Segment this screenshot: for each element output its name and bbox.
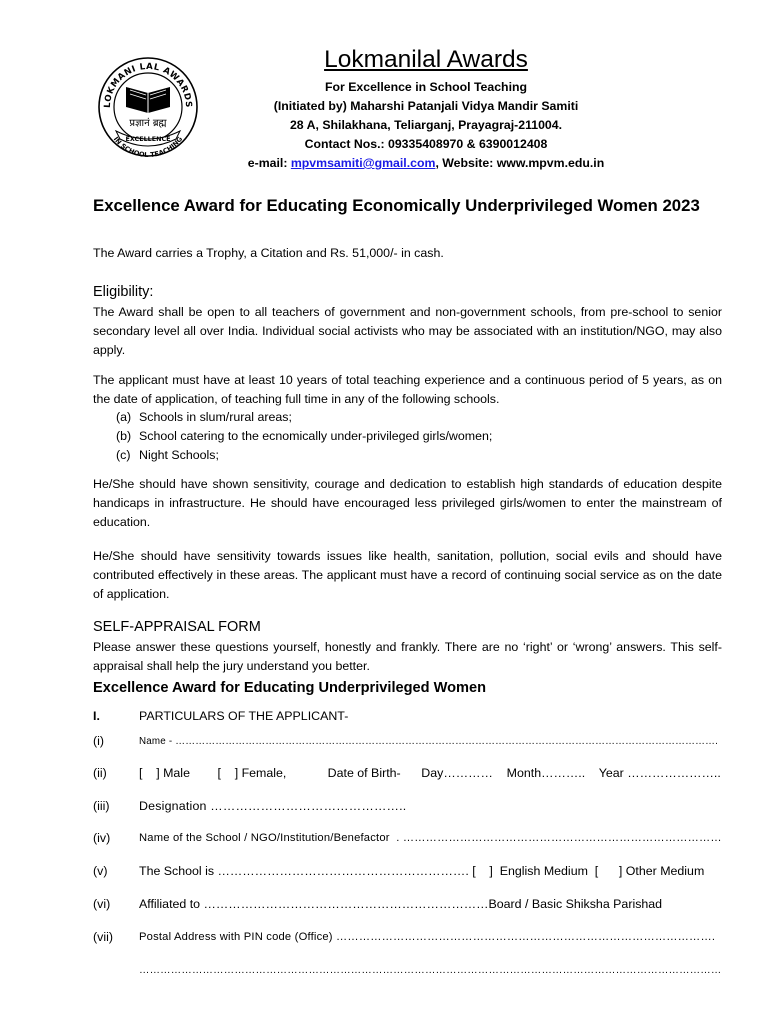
header-contact: Contact Nos.: 09335408970 & 6390012408 [304,137,548,151]
header-tagline: For Excellence in School Teaching [324,80,528,94]
eligibility-para-3: He/She should have shown sensitivity, courage and dedication to establish high standards of education despite handicaps in infrastructure. He should have encouraged less privileged girls/women to enter the mainstream of education. [93,477,722,529]
designation-field[interactable]: Designation ……………………………………….. [139,799,407,813]
form-row-name[interactable]: (i) Name - ………………………………………………………………………………………………………………………………………………. [93,732,722,751]
letterhead [200,44,652,173]
postal-address-field[interactable]: Postal Address with PIN code (Office) ………………………………………………………………………………………. [139,931,716,943]
list-item: (a) Schools in slum/rural areas; [116,410,292,424]
header-address: 28 A, Shilakhana, Teliarganj, Prayagraj-211004. [289,118,563,132]
eligibility-para-2: The applicant must have at least 10 years of total teaching experience and a continuous period of 5 years, as on the date of application, of teaching full time in any of the following schools. [93,373,722,406]
form-row-postal-address[interactable]: (vii) Postal Address with PIN code (Office) ………………………………………………………………………………………. [93,928,722,947]
header-email-line [200,154,652,173]
section-label: PARTICULARS OF THE APPLICANT- [139,709,349,723]
logo-bottom-text: IN SCHOOL TEACHING [111,135,185,159]
email-link[interactable]: mpvmsamiti@gmail.com [290,156,436,170]
self-appraisal-intro: Please answer these questions yourself, honestly and frankly. There are no ‘right’ or ‘wrong’ answers. This self-appraisal shall help the jury understand you better. [93,640,722,673]
eligibility-heading: Eligibility: [93,284,154,300]
eligibility-para-4: He/She should have sensitivity towards issues like health, sanitation, pollution, social evils and should have contributed effectively in these areas. The applicant must have a record of continuing social service as on the date of application. [93,549,722,601]
award-carries: The Award carries a Trophy, a Citation and Rs. 51,000/- in cash. [93,246,444,260]
eligibility-para-1: The Award shall be open to all teachers of government and non-government schools, from pre-school to senior secondary level all over India. Individual social activists who may be associated with an institution/NGO, may also apply. [93,305,722,357]
list-item: (c) Night Schools; [116,448,219,462]
form-section-header [93,707,722,726]
form-row-postal-address-cont[interactable] [93,961,722,980]
gender-dob-field[interactable]: [ ] Male [ ] Female, Date of Birth- Day………… Month……….. Year ………………….. [139,766,721,780]
form-row-school-medium[interactable]: (v) The School is ……………………………………………………. [ ] English Medium [ ] Other Medium [93,862,722,881]
award-title: Excellence Award for Educating Economically Underprivileged Women 2023 [93,196,700,215]
logo-top-text: LOKMANI LAL AWARDS [102,61,194,109]
email-label: e-mail: [247,156,291,170]
school-name-field[interactable]: Name of the School / NGO/Institution/Benefactor . ………………………………………………………………………… [139,832,722,844]
logo-center-text: प्रज्ञानं ब्रह्म [129,118,167,129]
school-medium-field[interactable]: The School is ……………………………………………………. [ ] English Medium [ ] Other Medium [139,864,705,878]
form-row-affiliation[interactable]: (vi) Affiliated to ……………………………………………………………Board / Basic Shiksha Parishad [93,895,722,914]
header-initiated-by: (Initiated by) Maharshi Patanjali Vidya Mandir Samiti [273,99,579,113]
open-book-icon [126,87,170,113]
form-row-school-name[interactable]: (iv) Name of the School / NGO/Institution/Benefactor . ………………………………………………………………………… [93,829,722,848]
form-row-designation[interactable]: (iii) Designation ……………………………………….. [93,797,722,816]
eligible-schools-list [116,408,716,465]
affiliation-field[interactable]: Affiliated to ……………………………………………………………Board / Basic Shiksha Parishad [139,897,663,911]
lokmani-lal-awards-logo [96,55,200,159]
form-title: Excellence Award for Educating Underprivileged Women [93,680,487,696]
org-title: Lokmanilal Awards [324,46,528,73]
logo-band-text: EXCELLENCE [125,135,171,143]
postal-address-continuation[interactable]: ………………………………………………………………………………………………………………………………………………… [139,965,722,976]
form-row-gender-dob[interactable]: (ii) [ ] Male [ ] Female, Date of Birth- Day………… Month……….. Year ………………….. [93,764,722,783]
website-text: , Website: www.mpvm.edu.in [435,156,605,170]
self-appraisal-heading: SELF-APPRAISAL FORM [93,619,261,635]
name-field[interactable]: Name - ………………………………………………………………………………………………………………………………………………. [139,736,718,747]
section-number: I. [93,709,100,723]
list-item: (b) School catering to the ecnomically under-privileged girls/women; [116,429,493,443]
